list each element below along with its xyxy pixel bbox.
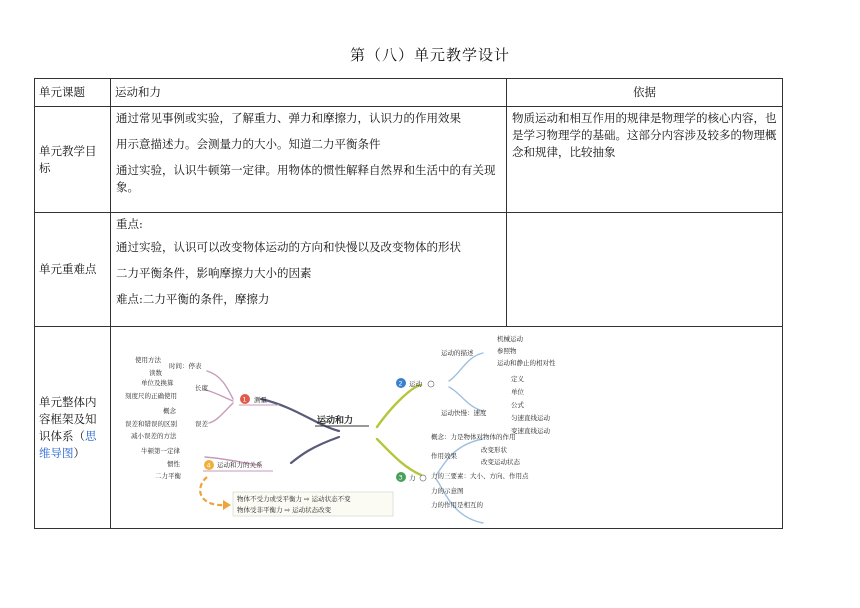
- svg-text:物体受非平衡力 ⇨ 运动状态改变: 物体受非平衡力 ⇨ 运动状态改变: [237, 506, 332, 514]
- svg-text:运动的描述: 运动的描述: [441, 349, 474, 357]
- framework-label: [35, 327, 111, 529]
- svg-text:运动: 运动: [409, 380, 422, 388]
- goal-paragraph: 通过实验，认识牛顿第一定律。用物体的惯性解释自然界和生活中的有关现象。: [116, 163, 496, 194]
- svg-text:力的作用是相互的: 力的作用是相互的: [431, 501, 483, 509]
- svg-text:刻度尺的正确使用: 刻度尺的正确使用: [125, 392, 177, 400]
- svg-text:1: 1: [242, 395, 247, 404]
- unit-topic-label: 单元课题: [35, 79, 111, 107]
- keypoint-paragraph: 重点:: [116, 217, 143, 231]
- mindmap-center-node: [315, 414, 369, 426]
- svg-text:运动和力的关系: 运动和力的关系: [217, 461, 263, 469]
- unit-design-table: [34, 78, 783, 529]
- svg-text:概念：力是物体对物体的作用: 概念：力是物体对物体的作用: [431, 433, 516, 441]
- framework-label-end: ）: [73, 445, 85, 460]
- svg-text:变速直线运动: 变速直线运动: [511, 427, 550, 435]
- unit-topic-value: 运动和力: [111, 79, 507, 107]
- svg-text:概念: 概念: [163, 407, 176, 415]
- svg-text:改变形状: 改变形状: [481, 446, 507, 454]
- unit-goals-content: [111, 107, 507, 213]
- goal-paragraph: 用示意描述力。会测量力的大小。知道二力平衡条件: [116, 137, 381, 151]
- goals-row: [35, 107, 783, 213]
- svg-text:减小误差的方法: 减小误差的方法: [131, 432, 177, 440]
- svg-text:机械运动: 机械运动: [497, 335, 523, 343]
- keypoints-basis-empty: [507, 213, 783, 327]
- framework-row: [35, 327, 783, 529]
- svg-text:2: 2: [398, 379, 403, 388]
- goals-basis: 物质运动和相互作用的规律是物理学的核心内容，也是学习物理学的基础。这部分内容涉及较多的物理概念和规律，比较抽象: [507, 107, 783, 213]
- svg-text:公式: 公式: [511, 401, 524, 409]
- mindmap-branch-force: [396, 432, 529, 509]
- svg-text:误差: 误差: [195, 420, 208, 428]
- svg-text:运动和力: 运动和力: [317, 416, 354, 426]
- goal-paragraph: 通过常见事例或实验，了解重力、弹力和摩擦力，认识力的作用效果: [116, 111, 461, 125]
- svg-text:力的示意图: 力的示意图: [431, 487, 464, 495]
- mindmap-branch-motion: [396, 334, 556, 435]
- svg-text:4: 4: [206, 461, 211, 470]
- mindmap-link[interactable]: 思维导图: [39, 428, 97, 460]
- svg-text:定义: 定义: [511, 375, 524, 383]
- framework-content: [111, 327, 783, 529]
- svg-text:运动和静止的相对性: 运动和静止的相对性: [497, 359, 556, 367]
- mindmap-branch-relation: [141, 446, 393, 516]
- unit-goals-label: 单元教学目标: [35, 107, 111, 213]
- keypoints-content: [111, 213, 507, 327]
- mindmap: [111, 327, 556, 527]
- header-row: [35, 79, 783, 107]
- svg-text:3: 3: [398, 473, 403, 482]
- svg-text:单位: 单位: [511, 388, 524, 396]
- keypoint-paragraph: 通过实验，认识可以改变物体运动的方向和快慢以及改变物体的形状: [116, 240, 461, 254]
- keypoint-paragraph: 二力平衡条件，影响摩擦力大小的因素: [116, 266, 312, 280]
- svg-text:读数: 读数: [149, 369, 162, 377]
- svg-text:牛顿第一定律: 牛顿第一定律: [141, 447, 180, 455]
- svg-text:惯性: 惯性: [167, 460, 180, 468]
- svg-text:运动快慢：速度: 运动快慢：速度: [441, 409, 487, 417]
- mindmap-branch-measurement: [125, 355, 279, 440]
- svg-text:误差和错误的区别: 误差和错误的区别: [125, 420, 177, 428]
- svg-text:物体不受力或受平衡力 ⇨ 运动状态不变: 物体不受力或受平衡力 ⇨ 运动状态不变: [237, 495, 351, 503]
- svg-text:力: 力: [409, 474, 416, 482]
- framework-label-text: 单元整体内容框架及知识体系（: [39, 394, 97, 443]
- svg-text:参照物: 参照物: [497, 347, 517, 355]
- svg-text:长度: 长度: [195, 384, 208, 392]
- keypoint-paragraph: 难点:二力平衡的条件，摩擦力: [116, 292, 270, 306]
- svg-text:测量: 测量: [254, 396, 267, 404]
- svg-text:使用方法: 使用方法: [135, 356, 161, 364]
- svg-text:二力平衡: 二力平衡: [155, 472, 181, 480]
- svg-text:单位及换算: 单位及换算: [141, 379, 174, 387]
- basis-header: 依据: [507, 79, 783, 107]
- svg-text:改变运动状态: 改变运动状态: [481, 458, 520, 466]
- svg-text:匀速直线运动: 匀速直线运动: [511, 414, 550, 422]
- svg-text:作用效果: 作用效果: [431, 452, 457, 460]
- svg-text:力的三要素：大小、方向、作用点: 力的三要素：大小、方向、作用点: [431, 472, 529, 480]
- document-title: 第（八）单元教学设计: [349, 46, 510, 64]
- keypoints-row: [35, 213, 783, 327]
- svg-text:时间：停表: 时间：停表: [169, 362, 202, 370]
- keypoints-label: 单元重难点: [35, 213, 111, 327]
